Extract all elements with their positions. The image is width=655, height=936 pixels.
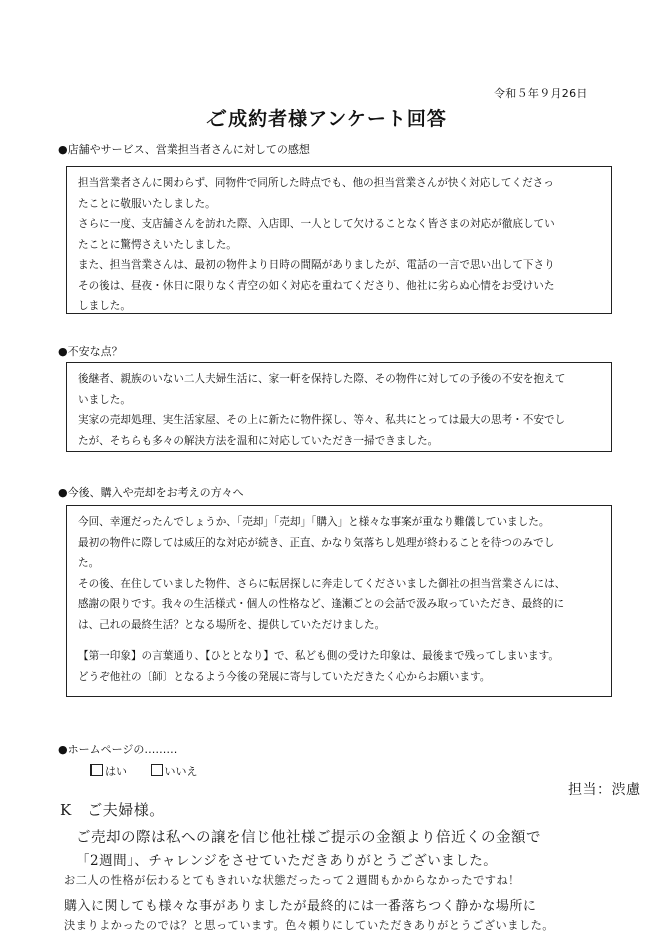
paragraph: 後継者、親族のいない二人夫婦生活に、家一軒を保持した際、その物件に対しての予後の不安を抱えて いました。 bbox=[78, 373, 566, 406]
document-date: 令和５年９月26日 bbox=[494, 87, 588, 100]
title-text: 成約者様アンケート回答 bbox=[228, 108, 447, 130]
paragraph: さらに一度、支店舗さんを訪れた際、入店即、一人として欠けることなく皆さまの対応が徹底してい たことに驚愕さえいたしました。 bbox=[78, 218, 555, 251]
checkbox-checked-icon[interactable] bbox=[90, 764, 103, 776]
checkbox-icon[interactable] bbox=[151, 764, 163, 776]
handwritten-signature: 担当：渋慮 bbox=[568, 782, 641, 798]
paragraph: 【第一印象】の言葉通り、【ひととなり】で、私ども側の受けた印象は、最後まで残ってしまいます。 どうぞ他社の〔師〕となるよう今後の発展に寄与していただきたく心からお願います。 bbox=[78, 650, 559, 683]
section-heading-impressions: ●店舗やサービス、営業担当者さんに対しての感想 bbox=[58, 143, 310, 156]
homepage-options bbox=[90, 763, 198, 779]
section-heading-concerns: ●不安な点？ bbox=[58, 345, 123, 358]
handwritten-greeting: K ご夫婦様。 bbox=[60, 801, 165, 819]
document-title bbox=[0, 104, 655, 131]
concerns-answer-box bbox=[66, 362, 612, 452]
paragraph: また、担当営業さんは、最初の物件より日時の間隔がありましたが、電話の一言で思い出して下さり その後は、昼夜・休日に限りなく青空の如く対応を重ねてくださり、他社に劣らぬ心情をお受けいた しました。 bbox=[78, 259, 555, 312]
impressions-answer-box bbox=[66, 166, 612, 314]
homepage-heading: ●ホームページの……… bbox=[58, 743, 178, 756]
section-heading-advice: ●今後、購入や売却をお考えの方々へ bbox=[58, 486, 244, 499]
handwritten-line: 決まりよかったのでは？と思っています。色々頼りにしていただきありがとうございました。 bbox=[64, 919, 554, 932]
paragraph: 今回、幸運だったんでしょうか、「売却」「売却」「購入」と様々な事案が重なり難儀していました。 最初の物件に際しては威圧的な対応が続き、正直、かなり気落ちし処理が終わることを待つのみでし た。 bbox=[78, 516, 555, 569]
option-no[interactable]: いいえ bbox=[151, 765, 198, 778]
struck-prefix: ご bbox=[208, 108, 229, 130]
handwritten-line: 購入に関しても様々な事がありましたが最終的には一番落ちつく静かな場所に bbox=[64, 899, 537, 914]
handwritten-line: 「2週間」、チャレンジをさせていただきありがとうございました。 bbox=[76, 853, 498, 869]
paragraph: 実家の売却処理、実生活家屋、その上に新たに物件探し、等々、私共にとっては最大の思考・不安でし たが、そちらも多々の解決方法を温和に対応していただき一掃できました。 bbox=[78, 414, 566, 447]
advice-answer-box bbox=[66, 505, 612, 697]
paragraph: その後、在住していました物件、さらに転居探しに奔走してくださいました御社の担当営業さんには、 感謝の限りです。我々の生活様式・個人の性格など、逢瀬ごとの会話で汲み取っていただき、最終的に は、己れの最終生活？となる場所を、提供していただけました。 bbox=[78, 577, 566, 631]
handwritten-line: お二人の性格が伝わるとてもきれいな状態だったって２週間もかからなかったですね！ bbox=[64, 874, 520, 887]
paragraph: 担当営業者さんに関わらず、同物件で同所した時点でも、他の担当営業さんが快く対応してくださっ たことに敬服いたしました。 bbox=[78, 177, 554, 210]
option-yes[interactable]: はい bbox=[90, 765, 127, 778]
handwritten-line: ご売却の際は私への譲を信じ他社様ご提示の金額より倍近くの金額で bbox=[76, 830, 541, 846]
